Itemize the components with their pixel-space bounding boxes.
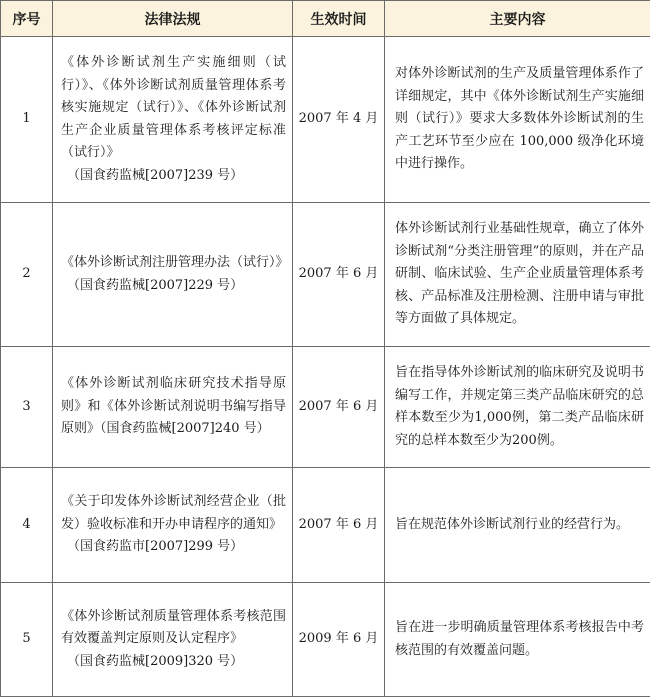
row-content: 体外诊断试剂行业基础性规章，确立了体外诊断试剂“分类注册管理”的原则，并在产品研制、临床试验、生产企业质量管理体系考核、产品标准及注册检测、注册申请与审批等方面做了具体规定。 bbox=[385, 203, 650, 347]
row-seq: 2 bbox=[1, 203, 53, 347]
row-date: 2007 年 6 月 bbox=[293, 347, 385, 468]
header-content: 主要内容 bbox=[385, 1, 650, 37]
row-content: 旨在指导体外诊断试剂的临床研究及说明书编写工作，并规定第三类产品临床研究的总样本数至少为1,000例，第二类产品临床研究的总样本数至少为200例。 bbox=[385, 347, 650, 468]
row-date: 2007 年 6 月 bbox=[293, 203, 385, 347]
doc-number: （国食药监械[2007]229 号） bbox=[67, 277, 244, 293]
row-content: 旨在进一步明确质量管理体系考核报告中考核范围的有效覆盖问题。 bbox=[385, 583, 650, 697]
row-seq: 3 bbox=[1, 347, 53, 468]
header-law: 法律法规 bbox=[53, 1, 293, 37]
table-row bbox=[1, 347, 650, 468]
table-row bbox=[1, 468, 650, 583]
row-law bbox=[53, 37, 293, 203]
row-law bbox=[53, 468, 293, 583]
row-law bbox=[53, 203, 293, 347]
law-title: 《体外诊断试剂临床研究技术指导原则》和《体外诊断试剂说明书编写指导原则》（国食药监械[2007]240 号） bbox=[61, 376, 286, 437]
doc-number: （国食药监市[2007]299 号） bbox=[67, 539, 244, 555]
row-seq: 5 bbox=[1, 583, 53, 697]
row-law bbox=[53, 347, 293, 468]
table-row bbox=[1, 203, 650, 347]
law-title: 《体外诊断试剂质量管理体系考核范围有效覆盖判定原则及认定程序》 bbox=[61, 608, 286, 647]
row-seq: 4 bbox=[1, 468, 53, 583]
header-date: 生效时间 bbox=[293, 1, 385, 37]
row-date: 2009 年 6 月 bbox=[293, 583, 385, 697]
doc-number: （国食药监械[2007]239 号） bbox=[67, 167, 244, 183]
row-content: 旨在规范体外诊断试剂行业的经营行为。 bbox=[385, 468, 650, 583]
law-title: 《体外诊断试剂注册管理办法（试行）》 bbox=[61, 255, 289, 270]
header-seq: 序号 bbox=[1, 1, 53, 37]
table-row bbox=[1, 583, 650, 697]
law-title: 《关于印发体外诊断试剂经营企业（批发）验收标准和开办申请程序的通知》 bbox=[61, 494, 286, 532]
row-law bbox=[53, 583, 293, 697]
table-row bbox=[1, 37, 650, 203]
row-date: 2007 年 6 月 bbox=[293, 468, 385, 583]
header-row bbox=[1, 1, 650, 37]
row-date: 2007 年 4 月 bbox=[293, 37, 385, 203]
law-title: 《体外诊断试剂生产实施细则（试行）》、《体外诊断试剂质量管理体系考核实施规定（试行）》、《体外诊断试剂生产企业质量管理体系考核评定标准（试行）》 bbox=[61, 55, 286, 160]
doc-number: （国食药监械[2009]320 号） bbox=[67, 653, 244, 669]
row-content: 对体外诊断试剂的生产及质量管理体系作了详细规定，其中《体外诊断试剂生产实施细则（试行）》要求大多数体外诊断试剂的生产工艺环节至少应在 100,000 级净化环境中进行操作。 bbox=[385, 37, 650, 203]
row-seq: 1 bbox=[1, 37, 53, 203]
